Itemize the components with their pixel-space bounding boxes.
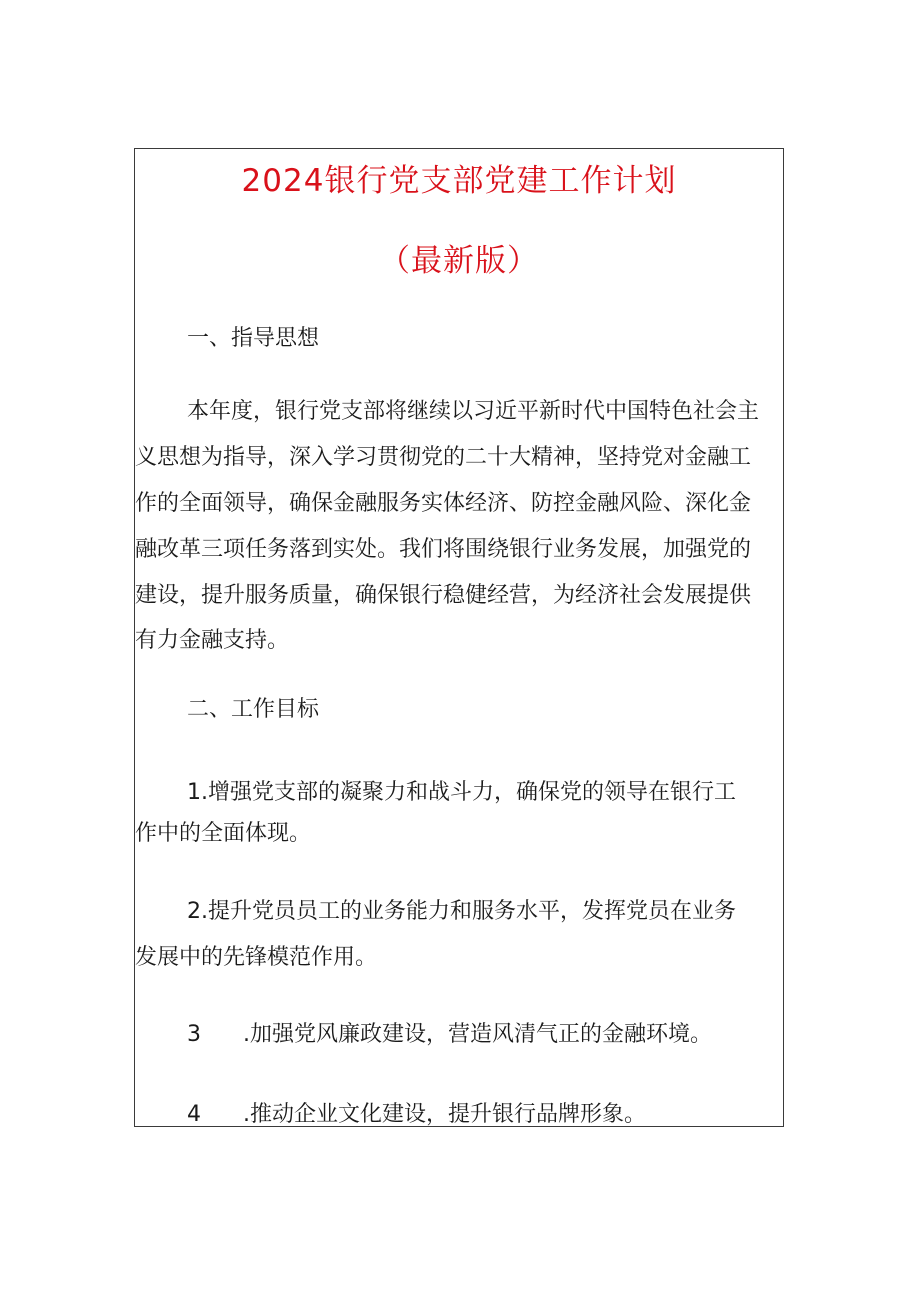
goal-number: 3	[187, 1022, 201, 1047]
document-page	[134, 148, 784, 1127]
document-title: 2024银行党支部党建工作计划	[241, 163, 677, 199]
goal-text: .推动企业文化建设，提升银行品牌形象。	[243, 1102, 646, 1127]
goal-text: .提升党员员工的业务能力和服务水平，发挥党员在业务	[201, 899, 736, 924]
section1-line: 融改革三项任务落到实处。我们将围绕银行业务发展，加强党的	[135, 537, 752, 562]
section1-line: 本年度，银行党支部将继续以习近平新时代中国特色社会主	[187, 399, 760, 424]
goal-item-3	[135, 1016, 783, 1054]
section1-line: 义思想为指导，深入学习贯彻党的二十大精神，坚持党对金融工	[135, 445, 752, 470]
document-subtitle: （最新版）	[379, 243, 539, 279]
section1-line: 作的全面领导，确保金融服务实体经济、防控金融风险、深化金	[135, 491, 752, 516]
goal-item-2-continuation: 发展中的先锋模范作用。	[135, 945, 378, 970]
goal-item-4	[135, 1096, 783, 1127]
section1-heading: 一、指导思想	[187, 326, 320, 351]
section2-heading: 二、工作目标	[187, 697, 320, 722]
goal-text: .加强党风廉政建设，营造风清气正的金融环境。	[243, 1022, 712, 1047]
goal-item-1-continuation: 作中的全面体现。	[135, 821, 312, 846]
goal-number: 4	[187, 1102, 201, 1127]
section1-line: 建设，提升服务质量，确保银行稳健经营，为经济社会发展提供	[135, 583, 752, 608]
goal-text: .增强党支部的凝聚力和战斗力，确保党的领导在银行工	[201, 780, 736, 805]
goal-item-2	[135, 893, 783, 931]
goal-number: 2	[187, 899, 201, 924]
goal-item-1	[135, 774, 783, 812]
section1-line: 有力金融支持。	[135, 628, 290, 653]
goal-number: 1	[187, 780, 201, 805]
